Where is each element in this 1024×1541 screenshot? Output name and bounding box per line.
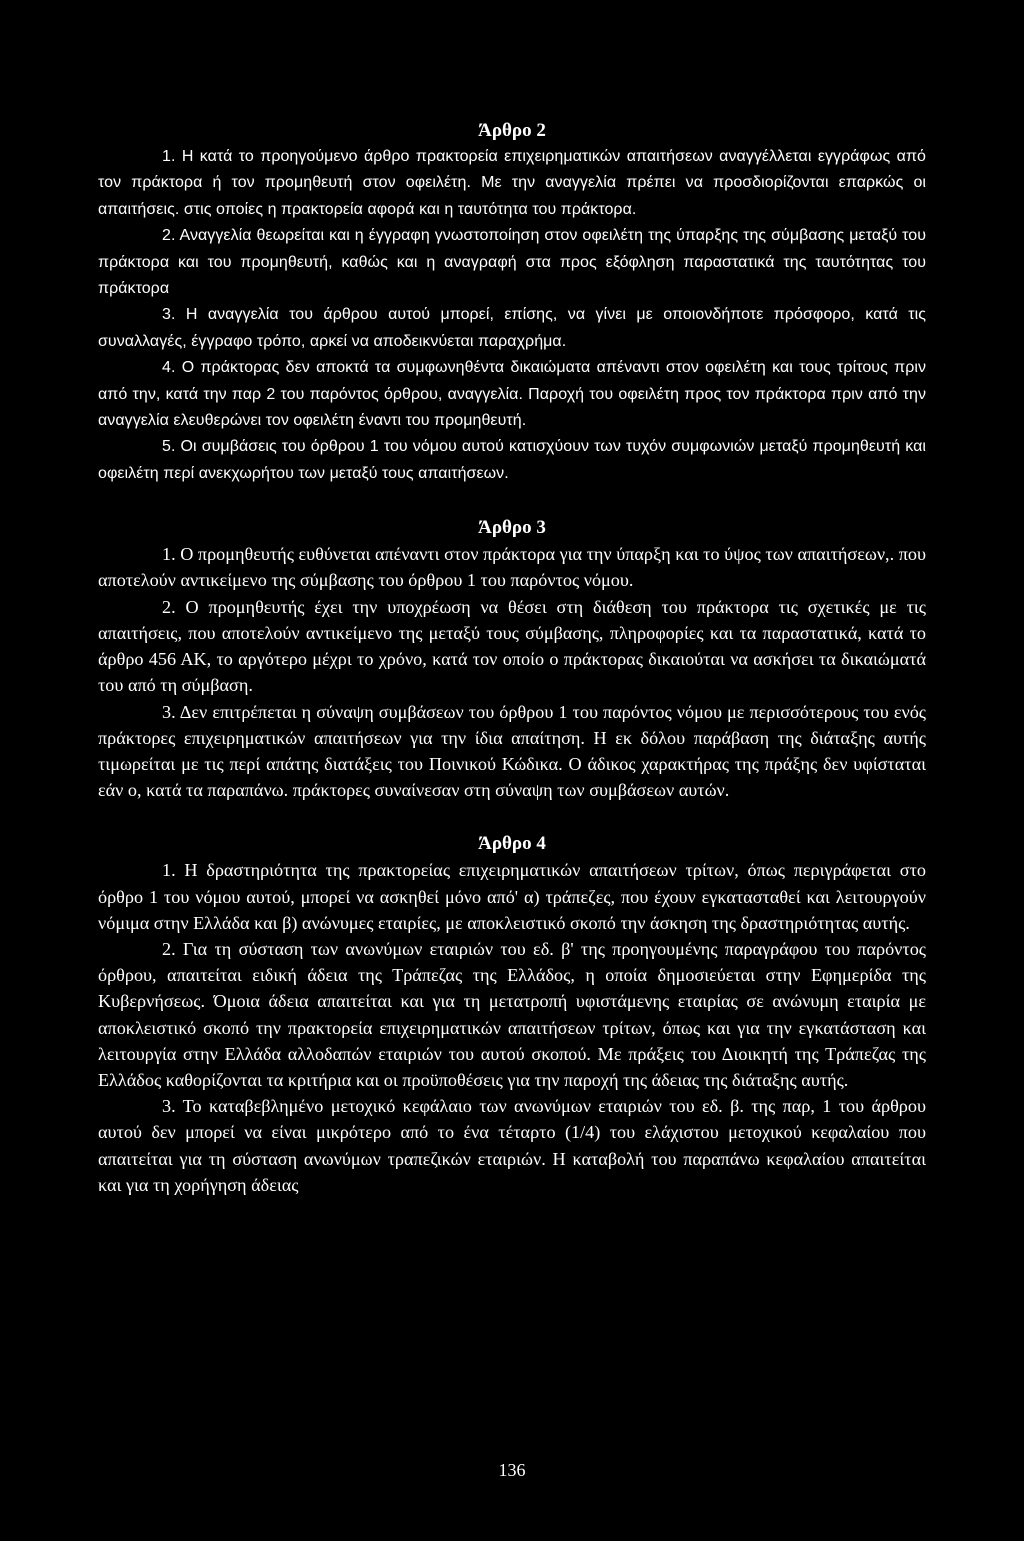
article-2-paragraph-3: 3. Η αναγγελία του άρθρου αυτού μπορεί, επίσης, να γίνει με οποιονδήποτε πρόσφορο, κατά τις συναλλαγές, έγγραφο τρόπο, αρκεί να αποδεικνύεται παραχρήμα.: [98, 306, 926, 350]
article-4-paragraph-3: 3. Το καταβεβλημένο μετοχικό κεφάλαιο των ανωνύμων εταιριών του εδ. β. της παρ, 1 του άρθρου αυτού δεν μπορεί να είναι μικρότερο από το ένα τέταρτο (1/4) του ελάχιστου μετοχικού κεφαλαίου που απαιτείται για τη σύσταση ανωνύμων τραπεζικών εταιριών. Η καταβολή του παραπάνω κεφαλαίου απαιτείται και για τη χορήγηση άδειας: [98, 1096, 926, 1195]
article-2-paragraph-1: 1. Η κατά το προηγούμενο άρθρο πρακτορεία επιχειρηματικών απαιτήσεων αναγγέλλεται εγγράφως από τον πράκτορα ή τον προμηθευτή στον οφειλέτη. Με την αναγγελία πρέπει να προσδιορίζονται επαρκώς οι απαιτήσεις. στις οποίες η πρακτορεία αφορά και η ταυτότητα του πράκτορα.: [98, 148, 926, 218]
article-2-body: [98, 144, 926, 487]
article-3-paragraph-2: 2. Ο προμηθευτής έχει την υποχρέωση να θέσει στη διάθεση του πράκτορα τις σχετικές με τις απαιτήσεις, που αποτελούν αντικείμενο της μεταξύ τους σύμβασης, πληροφορίες και τα παραστατικά, κατά το άρθρο 456 ΑΚ, το αργότερο μέχρι το χρόνο, κατά τον οποίο ο πράκτορας δικαιούται να ασκήσει τα δικαιώματά του από τη σύμβαση.: [98, 596, 926, 696]
document-page: [98, 118, 926, 1198]
article-3-body: [98, 541, 926, 803]
article-3-heading: Άρθρο 3: [478, 517, 546, 539]
article-4-heading: Άρθρο 4: [478, 833, 546, 855]
article-3-paragraph-3: 3. Δεν επιτρέπεται η σύναψη συμβάσεων του όρθρου 1 του παρόντος νόμου με περισσότερους του ενός πράκτορες επιχειρηματικών απαιτήσεων για την ίδια απαίτηση. Η εκ δόλου παράβαση της διάταξης αυτής τιμωρείται με τις περί απάτης διατάξεις του Ποινικού Κώδικα. Ο άδικος χαρακτήρας της πράξης δεν υφίσταται εάν ο, κατά τα παραπάνω. πράκτορες συναίνεσαν στη σύναψη των συμβάσεων αυτών.: [98, 701, 926, 801]
article-3-paragraph-1: 1. Ο προμηθευτής ευθύνεται απέναντι στον πράκτορα για την ύπαρξη και το ύψος των απαιτήσεων,. που αποτελούν αντικείμενο της σύμβασης του όρθρου 1 του παρόντος νόμου.: [98, 544, 926, 591]
article-2-paragraph-2: 2. Αναγγελία θεωρείται και η έγγραφη γνωστοποίηση στον οφειλέτη της ύπαρξης της σύμβασης μεταξύ του πράκτορα και του προμηθευτή, καθώς και η αναγραφή στα προς εξόφληση παραστατικά της ταυτότητας του πράκτορα: [98, 227, 926, 298]
page-number: 136: [498, 1460, 526, 1480]
article-2-paragraph-4: 4. Ο πράκτορας δεν αποκτά τα συμφωνηθέντα δικαιώματα απέναντι στον οφειλέτη και τους τρίτους πριν από την, κατά την παρ 2 του παρόντος όρθρου, αναγγελία. Παροχή του οφειλέτη προς τον πράκτορα πριν από την αναγγελία ελευθερώνει τον οφειλέτη έναντι του προμηθευτή.: [98, 359, 926, 430]
article-4-paragraph-1: 1. Η δραστηριότητα της πρακτορείας επιχειρηματικών απαιτήσεων τρίτων, όπως περιγράφεται στο όρθρο 1 του νόμου αυτού, μπορεί να ασκηθεί μόνο από' α) τράπεζες, που έχουν εγκατασταθεί και λειτουργούν νόμιμα στην Ελλάδα και β) ανώνυμες εταιρίες, με αποκλειστικό σκοπό την άσκηση της δραστηριότητας αυτής.: [98, 860, 926, 933]
article-2-heading: Άρθρο 2: [478, 120, 546, 141]
article-4-paragraph-2: 2. Για τη σύσταση των ανωνύμων εταιριών του εδ. β' της προηγουμένης παραγράφου του παρόντος όρθρου, απαιτείται ειδική άδεια της Τράπεζας της Ελλάδος, η οποία δημοσιεύεται στην Εφημερίδα της Κυβερνήσεως. Όμοια άδεια απαιτείται και για τη μετατροπή υφιστάμενης εταιρίας σε ανώνυμη εταιρία με αποκλειστικό σκοπό την πρακτορεία επιχειρηματικών απαιτήσεων τρίτων, όπως και για την εγκατάσταση και λειτουργία στην Ελλάδα αλλοδαπών εταιριών του αυτού σκοπού. Με πράξεις του Διοικητή της Τράπεζας της Ελλάδος καθορίζονται τα κριτήρια και οι προϋποθέσεις για την παροχή της άδειας της διάταξης αυτής.: [98, 938, 926, 1090]
article-2-paragraph-5: 5. Οι συμβάσεις του όρθρου 1 του νόμου αυτού κατισχύουν των τυχόν συμφωνιών μεταξύ προμηθευτή και οφειλέτη περί ανεκχωρήτου των μεταξύ τους απαιτήσεων.: [98, 438, 926, 482]
article-4-body: [98, 857, 926, 1198]
